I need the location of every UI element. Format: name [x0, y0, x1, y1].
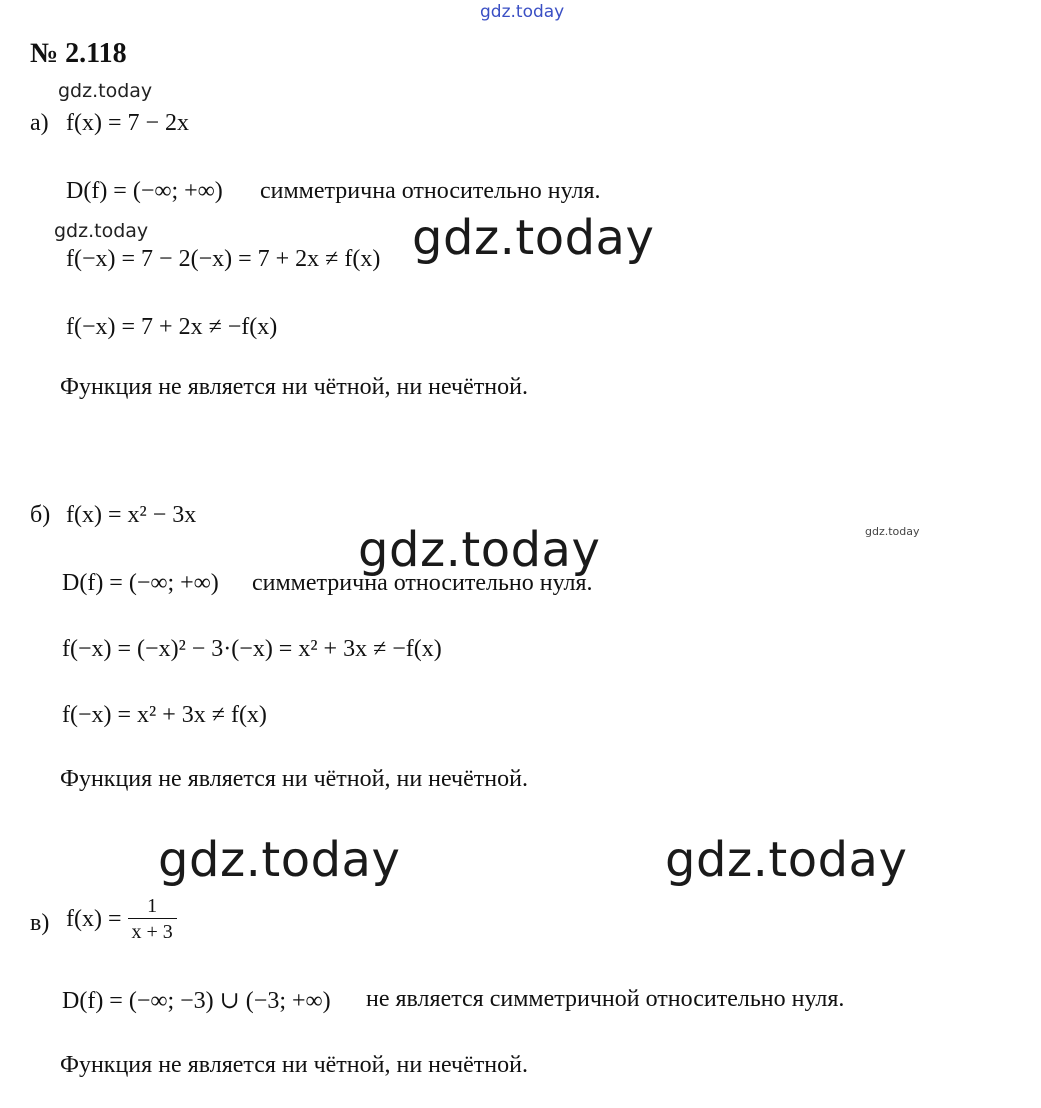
part-b-function: f(x) = x² − 3x: [66, 502, 197, 528]
part-c-denominator: x + 3: [128, 918, 177, 945]
part-a-conclusion: Функция не является ни чётной, ни нечётной.: [60, 374, 528, 400]
part-a-line2: f(−x) = 7 + 2x ≠ −f(x): [66, 314, 278, 340]
part-b-line2: f(−x) = x² + 3x ≠ f(x): [62, 702, 267, 728]
watermark-big: gdz.today: [412, 210, 655, 266]
part-c-function-lhs: f(x) =: [66, 906, 122, 932]
part-a-line1: f(−x) = 7 − 2(−x) = 7 + 2x ≠ f(x): [66, 246, 381, 272]
part-c-domain: D(f) = (−∞; −3) ∪ (−3; +∞): [62, 988, 331, 1014]
watermark-top: gdz.today: [480, 2, 565, 22]
part-a-domain: D(f) = (−∞; +∞): [66, 178, 223, 204]
part-a-function: f(x) = 7 − 2x: [66, 110, 190, 136]
part-c-domain-text: не является симметричной относительно нуля.: [366, 986, 845, 1012]
part-c-label: в): [30, 910, 50, 936]
part-a-label: а): [30, 110, 49, 136]
part-c-numerator: 1: [147, 895, 158, 917]
part-b-conclusion: Функция не является ни чётной, ни нечётной.: [60, 766, 528, 792]
watermark-big: gdz.today: [158, 832, 401, 888]
part-b-line1: f(−x) = (−x)² − 3·(−x) = x² + 3x ≠ −f(x): [62, 636, 442, 662]
part-c-function: [66, 894, 177, 945]
part-b-label: б): [30, 502, 51, 528]
part-c-fraction: [128, 894, 177, 945]
part-b-domain-text: симметрична относительно нуля.: [252, 570, 593, 596]
watermark-small: gdz.today: [54, 220, 149, 242]
watermark-tiny: gdz.today: [865, 525, 920, 538]
part-a-domain-text: симметрична относительно нуля.: [260, 178, 601, 204]
part-c-conclusion: Функция не является ни чётной, ни нечётной.: [60, 1052, 528, 1078]
watermark-small: gdz.today: [58, 80, 153, 102]
watermark-big: gdz.today: [358, 522, 601, 578]
problem-title: № 2.118: [30, 38, 127, 69]
watermark-big: gdz.today: [665, 832, 908, 888]
part-b-domain: D(f) = (−∞; +∞): [62, 570, 219, 596]
